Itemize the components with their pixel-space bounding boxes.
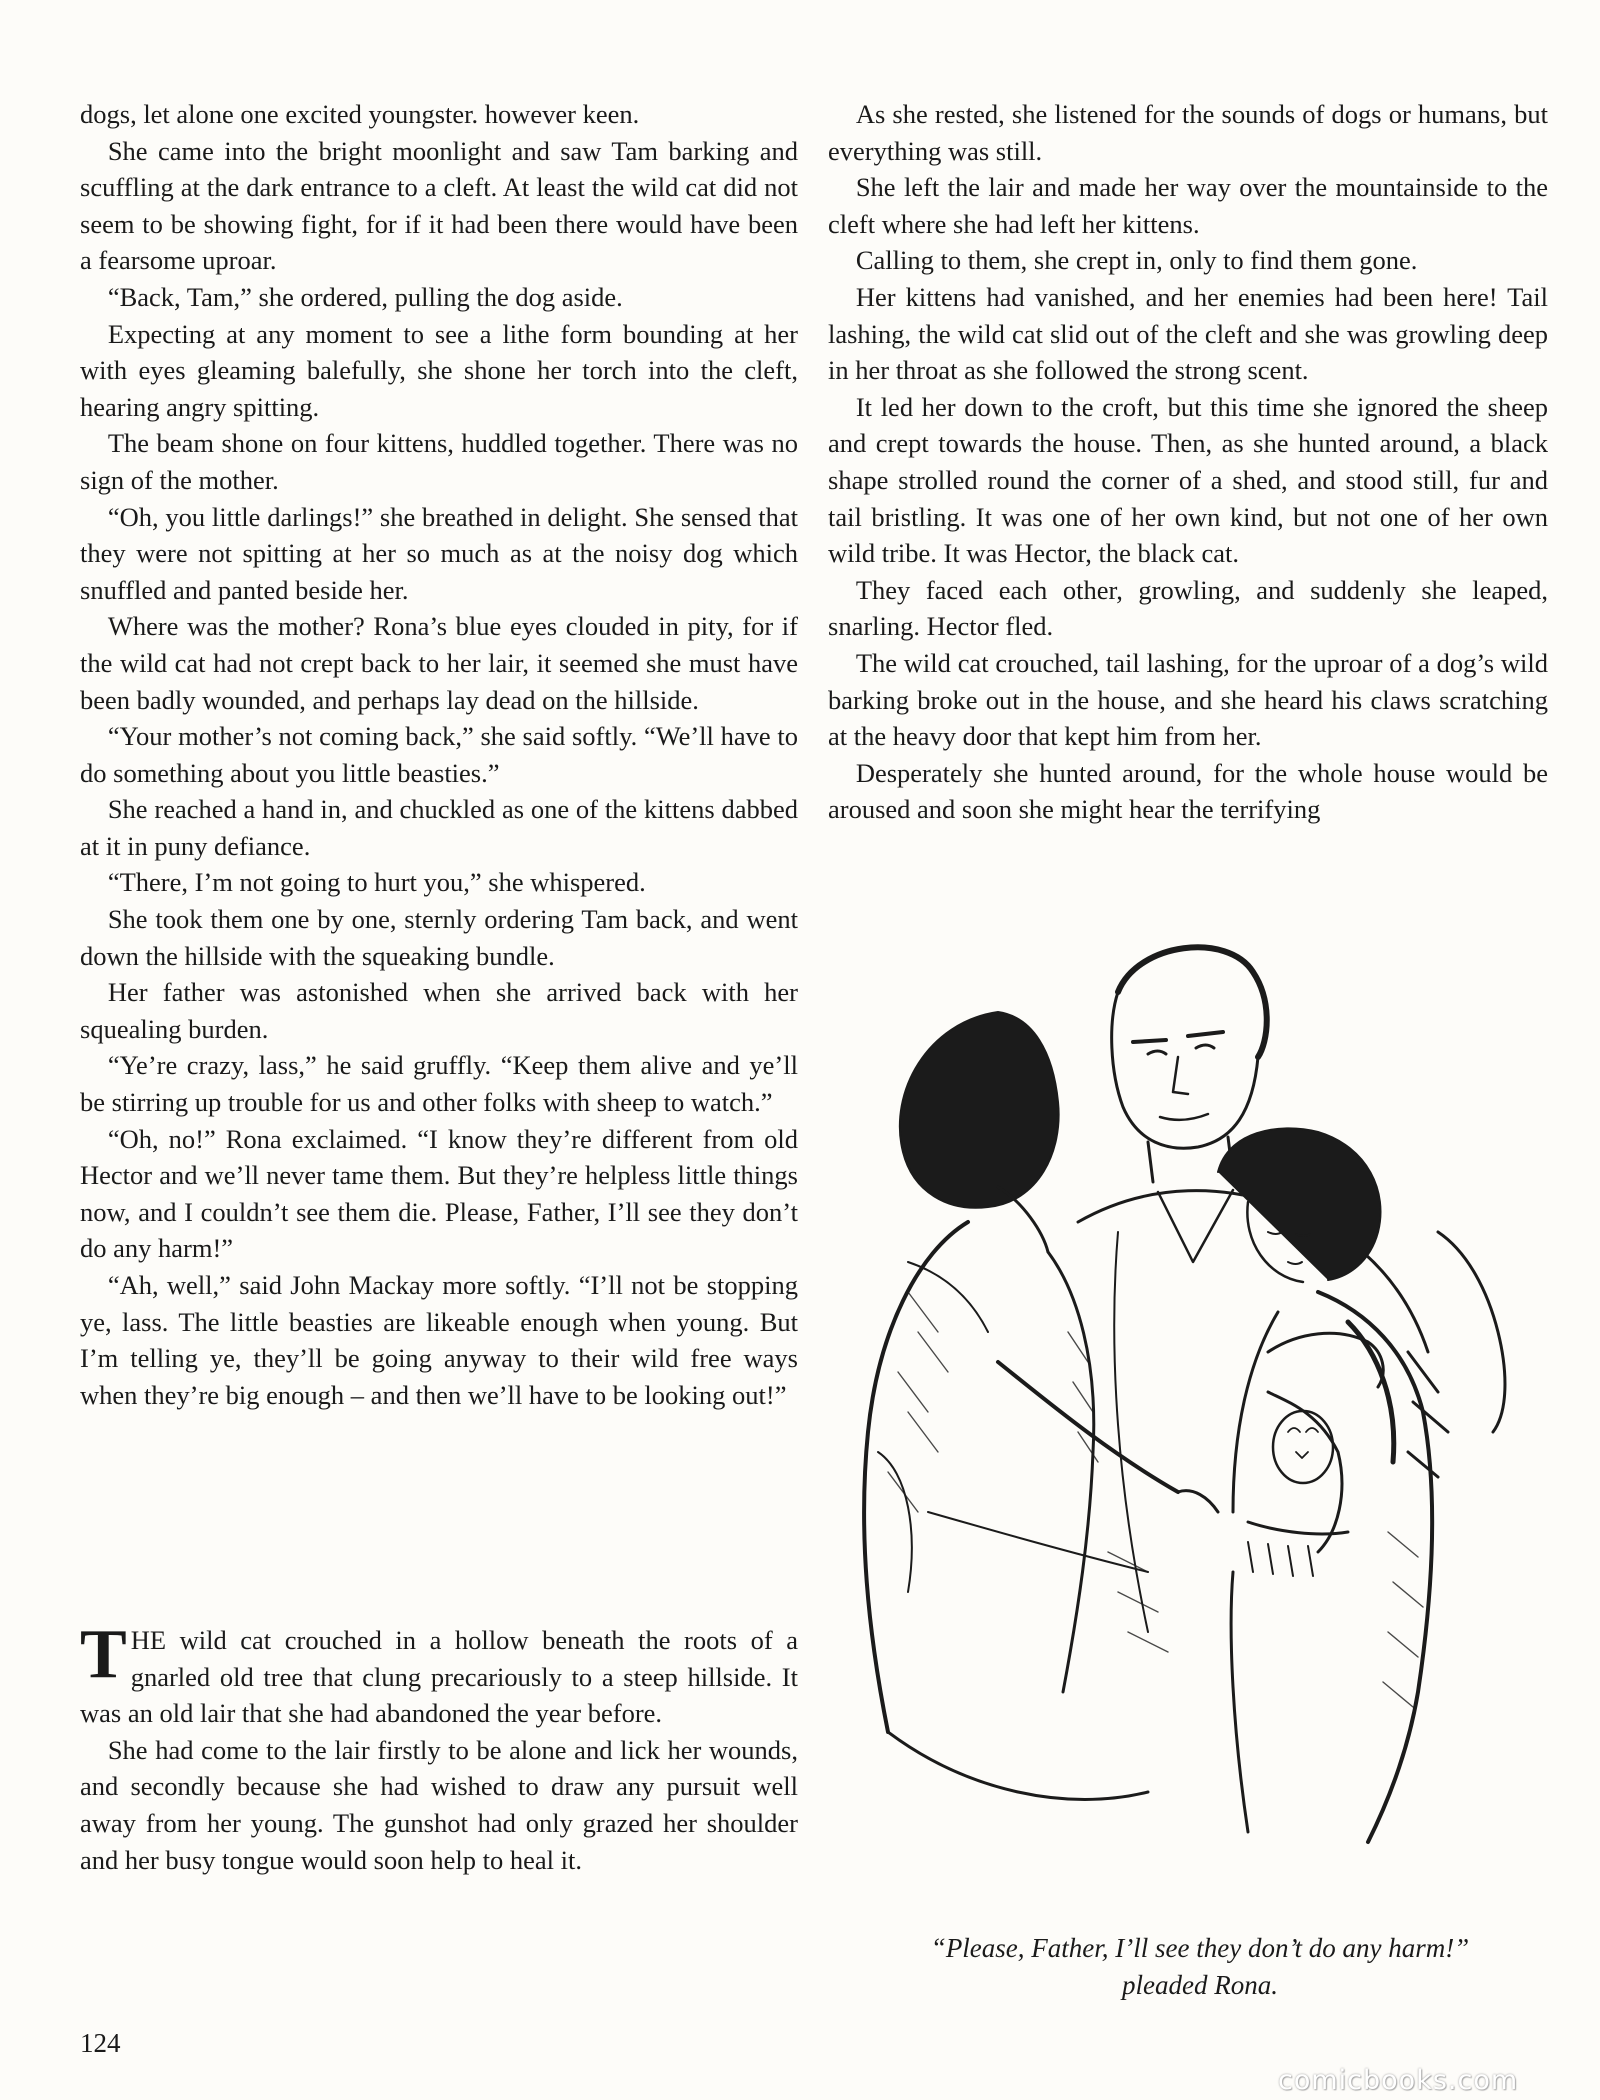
woman-figure — [864, 1012, 1218, 1800]
girl-figure — [1218, 1128, 1505, 1842]
watermark: comicbooks.com — [1278, 2065, 1519, 2096]
right-column-text — [828, 96, 1548, 828]
drop-cap: T — [80, 1616, 127, 1693]
paragraph: dogs, let alone one excited youngster. however keen. — [80, 99, 640, 129]
paragraph: She left the lair and made her way over the mountainside to the cleft where she had left her kittens. — [828, 172, 1548, 239]
paragraph: Expecting at any moment to see a lithe form bounding at her with eyes gleaming balefully, she shone her torch into the cleft, hearing angry spitting. — [80, 318, 798, 422]
paragraph: “Oh, you little darlings!” she breathed in delight. She sensed that they were not spitting at her so much as at the noisy dog which snuffled and panted beside her. — [80, 501, 798, 605]
caption-line-2: pleaded Rona. — [1122, 1970, 1278, 2000]
paragraph: “Oh, no!” Rona exclaimed. “I know they’re different from old Hector and we’ll never tame them. But they’re helpless little things now, and I couldn’t see them die. Please, Father, I’ll see they don’t do any harm!” — [80, 1123, 798, 1264]
left-column-text — [80, 96, 798, 1413]
paragraph: It led her down to the croft, but this time she ignored the sheep and crept towards the house. Then, as she hunted around, a black shape strolled round the corner of a shed, and stood still, fur and tail bristling. It was one of her own kind, but not one of her own wild tribe. It was Hector, the black cat. — [828, 391, 1548, 569]
paragraph: They faced each other, growling, and suddenly she leaped, snarling. Hector fled. — [828, 574, 1548, 642]
illustration-caption — [830, 1930, 1570, 2004]
paragraph: Calling to them, she crept in, only to find them gone. — [855, 245, 1418, 276]
paragraph: She took them one by one, sternly ordering Tam back, and went down the hillside with the squeaking bundle. — [80, 904, 798, 971]
paragraph: Where was the mother? Rona’s blue eyes clouded in pity, for if the wild cat had not crept back to her lair, it seemed she must have been badly wounded, and perhaps lay dead on the hillside. — [80, 611, 798, 715]
ink-shading — [888, 1292, 1423, 1707]
paragraph: Desperately she hunted around, for the whole house would be aroused and soon she might hear the terrifying — [828, 757, 1548, 825]
section-two-text — [80, 1616, 798, 1878]
opening-paragraph — [80, 1616, 798, 1732]
paragraph: “Your mother’s not coming back,” she said softly. “We’ll have to do something about you little beasties.” — [80, 721, 798, 788]
caption-line-1: “Please, Father, I’ll see they don’t do any harm!” — [930, 1933, 1470, 1963]
paragraph: The wild cat crouched, tail lashing, for the uproar of a dog’s wild barking broke out in the house, and she heard his claws scratching at the heavy door that kept him from her. — [828, 647, 1548, 752]
paragraph: “Ye’re crazy, lass,” he said gruffly. “Keep them alive and ye’ll be stirring up trouble for us and other folks with sheep to watch.” — [80, 1050, 798, 1118]
page-number: 124 — [80, 2028, 121, 2058]
paragraph: Her kittens had vanished, and her enemies had been here! Tail lashing, the wild cat slid out of the cleft and she was growling deep in her throat as she followed the strong scent. — [828, 281, 1548, 386]
paragraph: “Ah, well,” said John Mackay more softly. “I’ll not be stopping ye, lass. The little beasties are likeable enough when young. But I’m telling ye, they’ll be going anyway to their wild free ways when they’re big enough – and then we’ll have to be looking out!” — [80, 1270, 798, 1410]
paragraph: As she rested, she listened for the sounds of dogs or humans, but everything was still. — [828, 99, 1548, 166]
hand-shape — [1268, 1333, 1383, 1387]
opening-text: HE wild cat crouched in a hollow beneath the roots of a gnarled old tree that clung precariously to a steep hillside. It was an old lair that she had abandoned the year before. — [80, 1625, 798, 1729]
paragraph: She reached a hand in, and chuckled as one of the kittens dabbed at it in puny defiance. — [80, 794, 798, 861]
paragraph: Her father was astonished when she arrived back with her squealing burden. — [80, 977, 798, 1044]
paragraph: “Back, Tam,” she ordered, pulling the dog aside. — [107, 281, 623, 312]
illustration-image — [848, 932, 1558, 1924]
paragraph: She came into the bright moonlight and saw Tam barking and scuffling at the dark entrance to a cleft. At least the wild cat did not seem to be showing fight, for if it had been there would have been a fearsome uproar. — [80, 135, 798, 276]
paragraph: The beam shone on four kittens, huddled together. There was no sign of the mother. — [80, 428, 798, 495]
paragraph: “There, I’m not going to hurt you,” she whispered. — [107, 867, 646, 898]
man-figure — [1078, 947, 1428, 1632]
paragraph: She had come to the lair firstly to be alone and lick her wounds, and secondly because she had wished to draw any pursuit well away from her young. The gunshot had only grazed her shoulder and her busy tongue would soon help to heal it. — [80, 1734, 798, 1875]
